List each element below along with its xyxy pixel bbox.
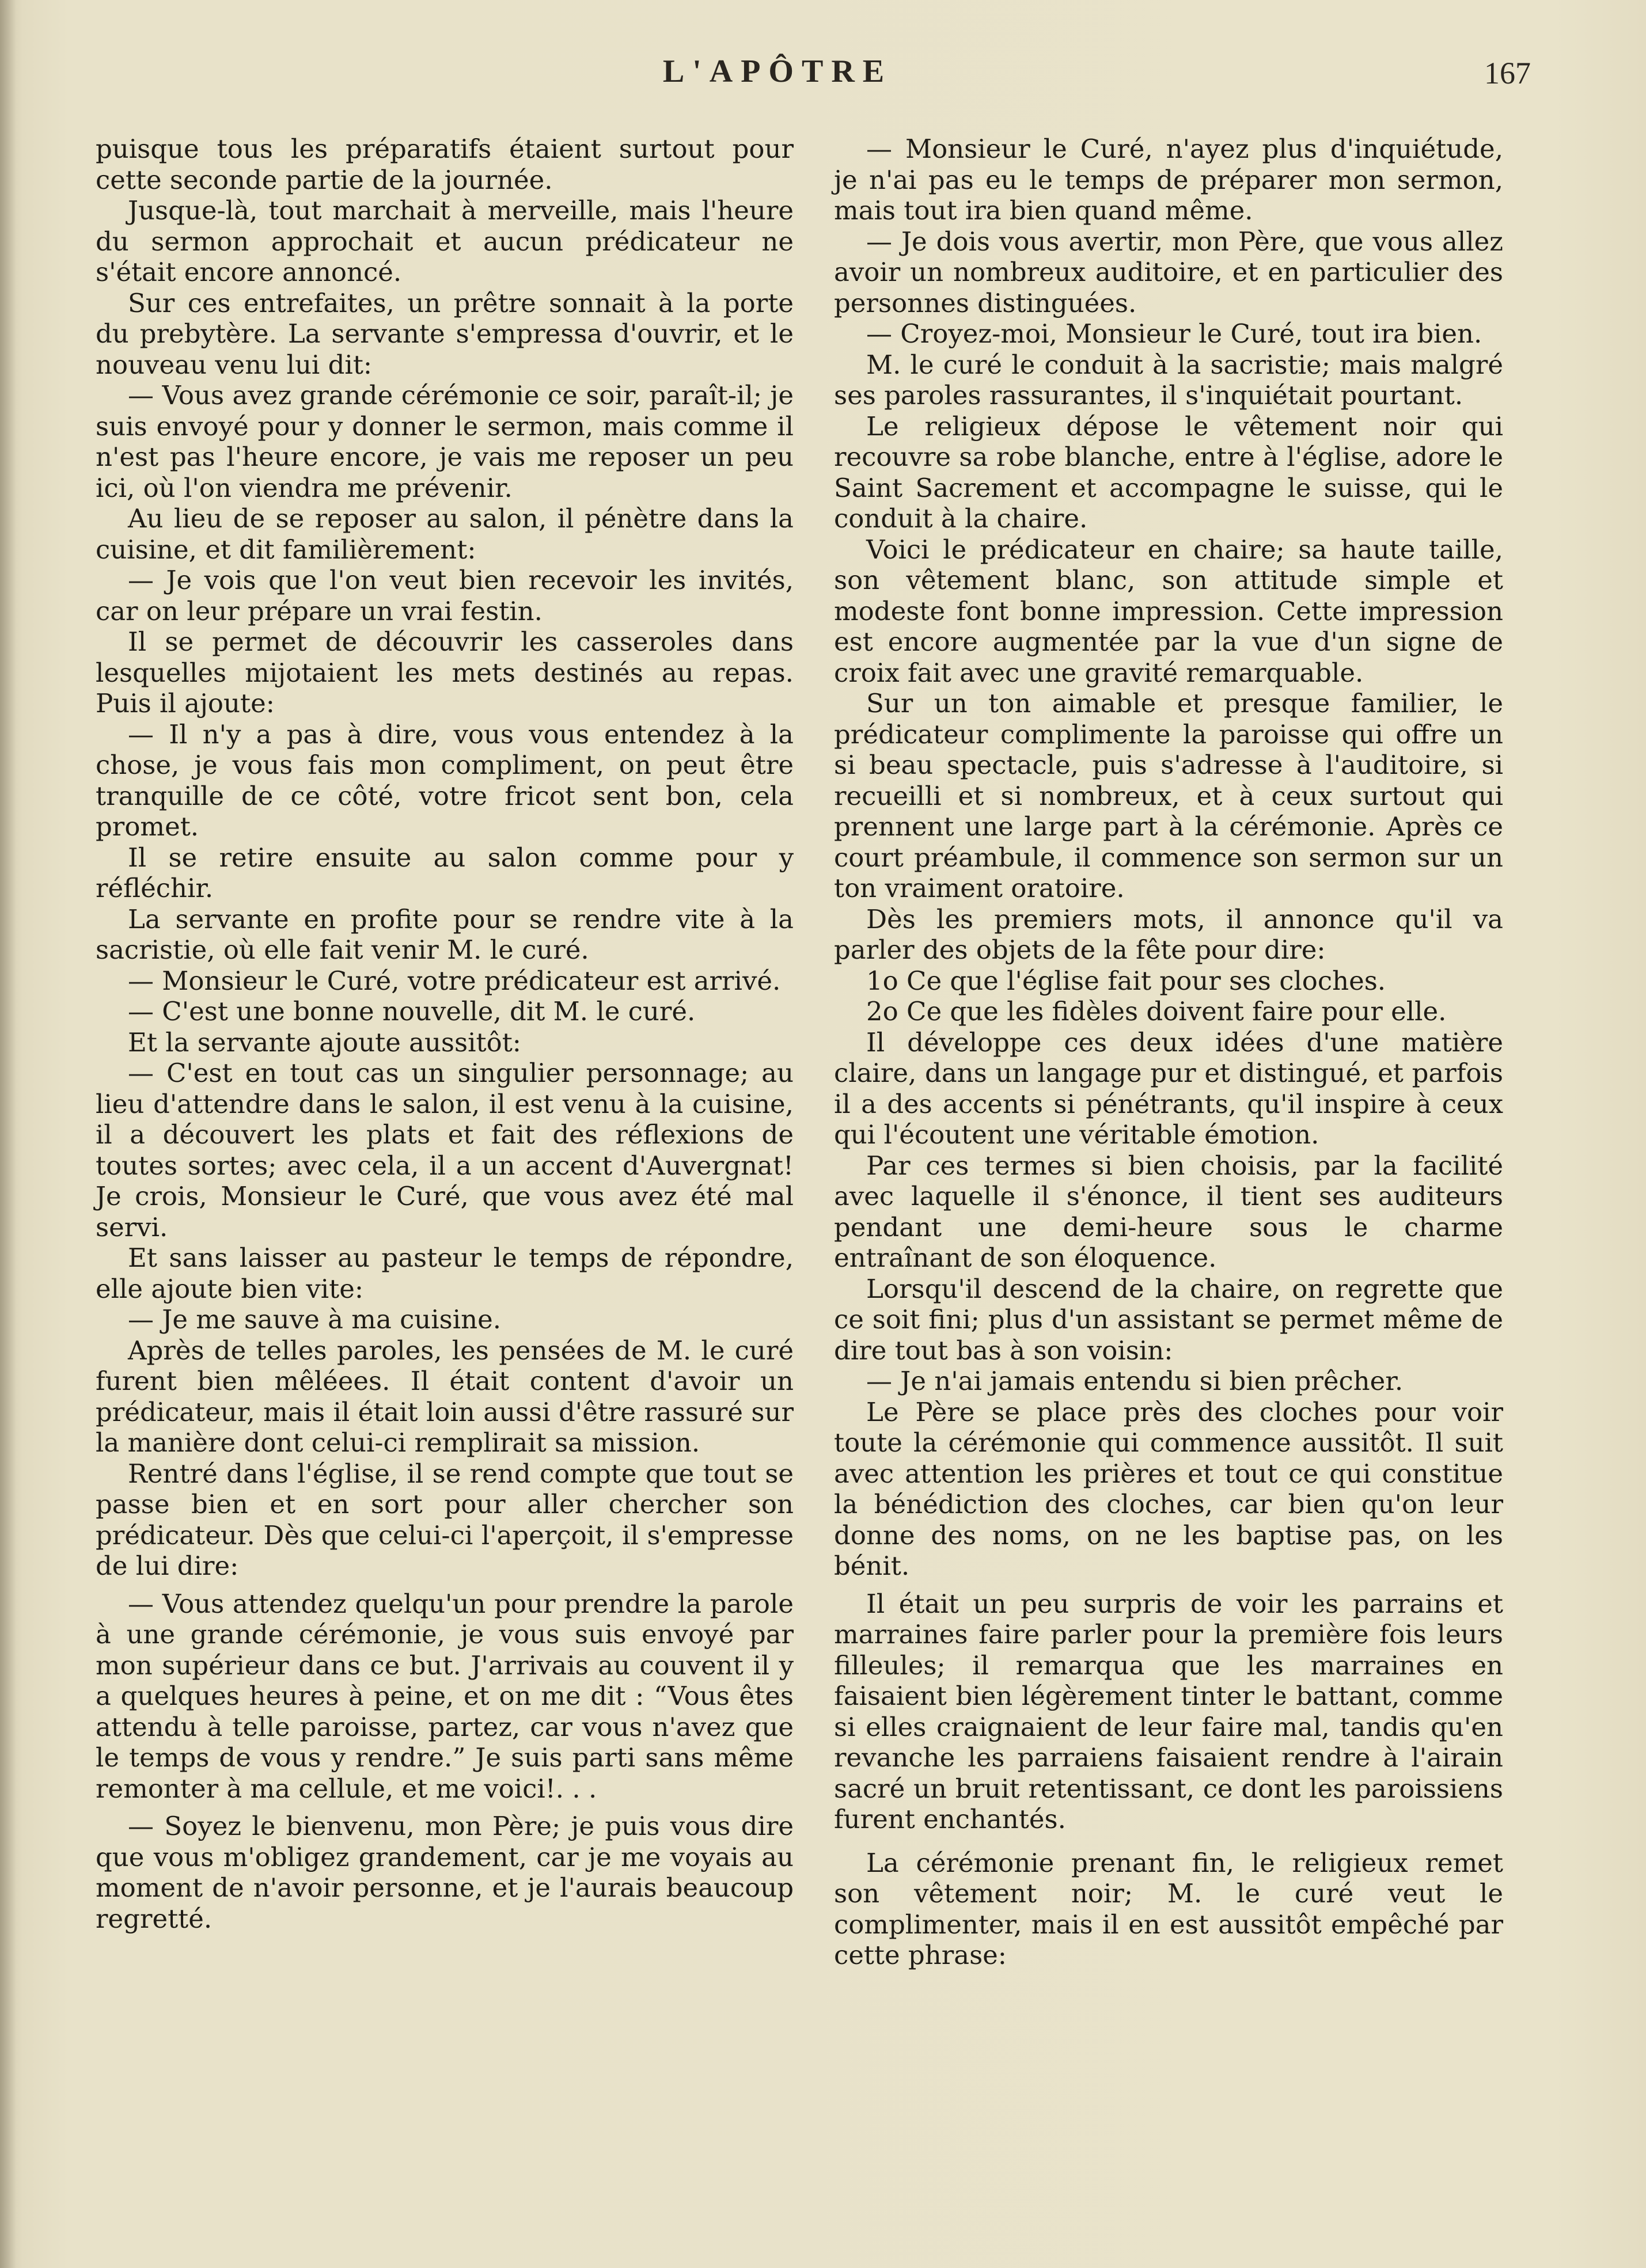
paragraph: Lorsqu'il descend de la chaire, on regrette que ce soit fini; plus d'un assistant se permet même de dire tout bas à son voisin:: [834, 1273, 1503, 1366]
paragraph: — Monsieur le Curé, votre prédicateur est arrivé.: [128, 965, 781, 996]
paragraph: — Il n'y a pas à dire, vous vous entendez à la chose, je vous fais mon compliment, on peut être tranquille de ce côté, votre fricot sent bon, cela promet.: [96, 719, 794, 842]
paragraph: — Croyez-moi, Monsieur le Curé, tout ira bien.: [866, 318, 1482, 349]
paragraph: — Je dois vous avertir, mon Père, que vous allez avoir un nombreux auditoire, et en particulier des personnes distinguées.: [834, 226, 1503, 318]
paragraph: Sur ces entrefaites, un prêtre sonnait à la porte du prebytère. La servante s'empressa d'ouvrir, et le nouveau venu lui dit:: [96, 287, 794, 380]
paragraph: — Monsieur le Curé, n'ayez plus d'inquiétude, je n'ai pas eu le temps de préparer mon sermon, mais tout ira bien quand même.: [834, 134, 1503, 226]
paragraph: Dès les premiers mots, il annonce qu'il va parler des objets de la fête pour dire:: [834, 903, 1503, 965]
paragraph: Il se retire ensuite au salon comme pour y réfléchir.: [96, 842, 794, 903]
paragraph: M. le curé le conduit à la sacristie; mais malgré ses paroles rassurantes, il s'inquiétait pourtant.: [834, 349, 1503, 411]
paragraph: La servante en profite pour se rendre vite à la sacristie, où elle fait venir M. le curé.: [96, 903, 794, 965]
paragraph: Et la servante ajoute aussitôt:: [128, 1027, 521, 1058]
paragraph: — C'est une bonne nouvelle, dit M. le curé.: [128, 996, 696, 1027]
paragraph: — Je me sauve à ma cuisine.: [128, 1304, 502, 1335]
paragraph: — Vous attendez quelqu'un pour prendre la parole à une grande cérémonie, je vous suis envoyé par mon supérieur dans ce but. J'arrivais au couvent il y a quelques heures à peine, et on me dit : “Vous êtes attendu à telle paroisse, partez, car vous n'avez que le temps de vous y rendre.” Je suis parti sans même remonter à ma cellule, et me voici!. . .: [96, 1588, 794, 1804]
left-column: [96, 134, 794, 1934]
running-title: L'APÔTRE: [662, 54, 893, 89]
paragraph: — C'est en tout cas un singulier personnage; au lieu d'attendre dans le salon, il est venu à la cuisine, il a découvert les plats et fait des réflexions de toutes sortes; avec cela, il a un accent d'Auvergnat! Je crois, Monsieur le Curé, que vous avez été mal servi.: [96, 1058, 794, 1243]
right-column: [834, 134, 1503, 1971]
paragraph: Et sans laisser au pasteur le temps de répondre, elle ajoute bien vite:: [96, 1243, 794, 1304]
paragraph: Sur un ton aimable et presque familier, le prédicateur complimente la paroisse qui offre un si beau spectacle, puis s'adresse à l'auditoire, si recueilli et si nombreux, et à ceux surtout qui prennent une large part à la cérémonie. Après ce court préambule, il commence son sermon sur un ton vraiment oratoire.: [834, 688, 1503, 903]
paragraph: Par ces termes si bien choisis, par la facilité avec laquelle il s'énonce, il tient ses auditeurs pendant une demi-heure sous le charme entraînant de son éloquence.: [834, 1150, 1503, 1273]
paragraph: Jusque-là, tout marchait à merveille, mais l'heure du sermon approchait et aucun prédicateur ne s'était encore annoncé.: [96, 195, 794, 287]
paragraph: Le Père se place près des cloches pour voir toute la cérémonie qui commence aussitôt. Il suit avec attention les prières et tout ce qui constitue la bénédiction des cloches, car bien qu'on leur donne des noms, on ne les baptise pas, on les bénit.: [834, 1396, 1503, 1581]
paragraph: — Vous avez grande cérémonie ce soir, paraît-il; je suis envoyé pour y donner le sermon, mais comme il n'est pas l'heure encore, je vais me reposer un peu ici, où l'on viendra me prévenir.: [96, 380, 794, 503]
page-number: 167: [1484, 56, 1531, 90]
paragraph: Après de telles paroles, les pensées de M. le curé furent bien mêléees. Il était content d'avoir un prédicateur, mais il était loin aussi d'être rassuré sur la manière dont celui-ci remplirait sa mission.: [96, 1335, 794, 1458]
paragraph: Voici le prédicateur en chaire; sa haute taille, son vêtement blanc, son attitude simple et modeste font bonne impression. Cette impression est encore augmentée par la vue d'un signe de croix fait avec une gravité remarquable.: [834, 534, 1503, 688]
paragraph: puisque tous les préparatifs étaient surtout pour cette seconde partie de la journée.: [96, 134, 794, 195]
paragraph: Le religieux dépose le vêtement noir qui recouvre sa robe blanche, entre à l'église, adore le Saint Sacrement et accompagne le suisse, qui le conduit à la chaire.: [834, 411, 1503, 534]
binding-shadow: [0, 0, 16, 2268]
paragraph: Il développe ces deux idées d'une matière claire, dans un langage pur et distingué, et parfois il a des accents si pénétrants, qu'il inspire à ceux qui l'écoutent une véritable émotion.: [834, 1027, 1503, 1150]
paragraph: Rentré dans l'église, il se rend compte que tout se passe bien et en sort pour aller chercher son prédicateur. Dès que celui-ci l'aperçoit, il s'empresse de lui dire:: [96, 1458, 794, 1581]
paragraph: Il était un peu surpris de voir les parrains et marraines faire parler pour la première fois leurs filleules; il remarqua que les marraines en faisaient bien légèrement tinter le battant, comme si elles craignaient de leur faire mal, tandis qu'en revanche les parraiens faisaient rendre à l'airain sacré un bruit retentissant, ce dont les paroissiens furent enchantés.: [834, 1588, 1503, 1834]
paragraph: La cérémonie prenant fin, le religieux remet son vêtement noir; M. le curé veut le complimenter, mais il en est aussitôt empêché par cette phrase:: [834, 1847, 1503, 1970]
paragraph: Il se permet de découvrir les casseroles dans lesquelles mijotaient les mets destinés au repas. Puis il ajoute:: [96, 626, 794, 719]
paragraph: — Soyez le bienvenu, mon Père; je puis vous dire que vous m'obligez grandement, car je me voyais au moment de n'avoir personne, et je l'aurais beaucoup regretté.: [96, 1811, 794, 1934]
paragraph: 2o Ce que les fidèles doivent faire pour elle.: [866, 996, 1447, 1027]
paragraph: Au lieu de se reposer au salon, il pénètre dans la cuisine, et dit familièrement:: [96, 503, 794, 565]
paragraph: — Je n'ai jamais entendu si bien prêcher.: [866, 1366, 1404, 1396]
paragraph: — Je vois que l'on veut bien recevoir les invités, car on leur prépare un vrai festin.: [96, 565, 794, 626]
paragraph: 1o Ce que l'église fait pour ses cloches.: [866, 965, 1386, 996]
